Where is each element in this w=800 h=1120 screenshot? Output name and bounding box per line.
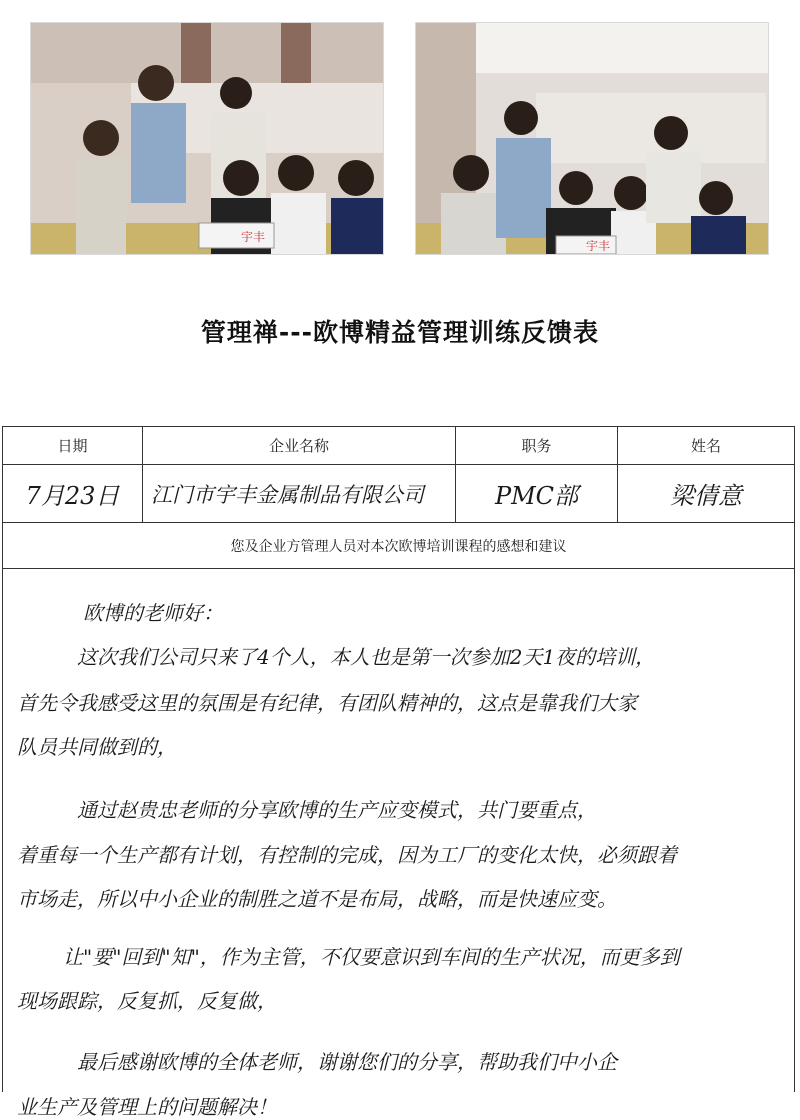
feedback-line: 首先令我感受这里的氛围是有纪律，有团队精神的，这点是靠我们大家 [17, 691, 637, 715]
feedback-line: 最后感谢欧博的全体老师，谢谢您们的分享，帮助我们中小企 [77, 1050, 617, 1074]
feedback-line: 现场跟踪，反复抓，反复做， [17, 989, 277, 1013]
header-company: 企业名称 [143, 427, 456, 464]
feedback-line: 市场走，所以中小企业的制胜之道不是布局，战略，而是快速应变。 [17, 887, 617, 911]
feedback-line: 通过赵贵忠老师的分享欧博的生产应变模式，共门要重点， [77, 798, 597, 822]
value-name: 梁倩意 [670, 482, 742, 510]
header-name: 姓名 [690, 437, 721, 455]
feedback-line: 欧博的老师好： [83, 601, 223, 625]
feedback-line: 业生产及管理上的问题解决！ [17, 1095, 277, 1119]
feedback-line: 这次我们公司只来了4个人，本人也是第一次参加2天1夜的培训， [77, 645, 656, 669]
header-position: 职务 [456, 427, 618, 464]
value-position: PMC部 [456, 465, 618, 522]
header-row [3, 427, 794, 465]
header-date: 日期 [3, 427, 143, 464]
training-photo-right [415, 22, 769, 255]
nameplate-left: 宇丰 [241, 230, 266, 244]
nameplate-right: 宇丰 [586, 239, 611, 253]
feedback-line: 着重每一个生产都有计划，有控制的完成，因为工厂的变化太快，必须跟着 [17, 843, 677, 867]
feedback-form [2, 426, 795, 1119]
feedback-prompt: 您及企业方管理人员对本次欧博培训课程的感想和建议 [230, 538, 567, 555]
training-photo-left [30, 22, 384, 255]
value-company: 江门市宇丰金属制品有限公司 [143, 465, 456, 522]
feedback-line: 让"要"回到"知"，作为主管，不仅要意识到车间的生产状况，而更多到 [63, 945, 680, 969]
value-date: 7月23日 [3, 465, 143, 522]
value-row [3, 465, 794, 523]
prompt-row [3, 523, 794, 569]
feedback-line: 队员共同做到的， [17, 735, 177, 759]
page-title: 管理禅---欧博精益管理训练反馈表 [200, 318, 600, 347]
